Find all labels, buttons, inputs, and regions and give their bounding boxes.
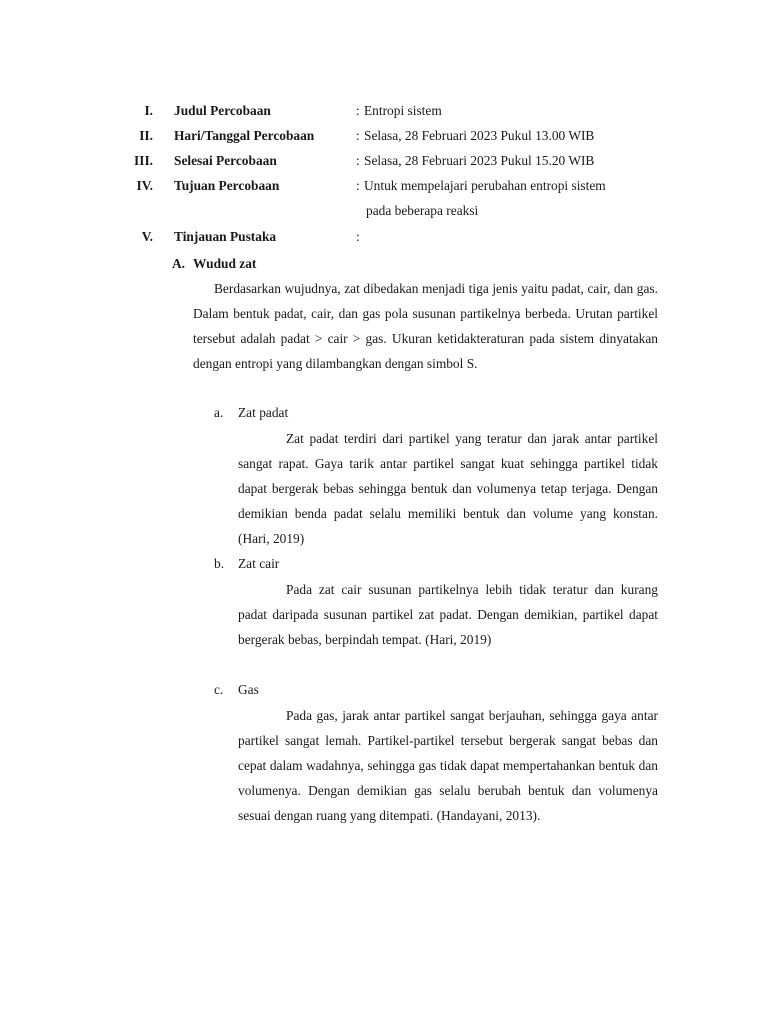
row-colon: : [356,103,360,118]
row-value: Selasa, 28 Februari 2023 Pukul 15.20 WIB [364,153,595,168]
item-title: Zat padat [238,405,289,420]
row-number: IV. [136,178,153,193]
row-label: Selesai Percobaan [174,153,277,168]
intro-paragraph: Berdasarkan wujudnya, zat dibedakan menjadi tiga jenis yaitu padat, cair, dan gas. Dalam bentuk padat, cair, dan gas pola susunan partikelnya berbeda. Urutan partikel tersebut adalah padat > cair > gas. Ukuran ketidakteraturan pada sistem dinyatakan dengan entropi yang dilambangkan dengan simbol S. [193,281,658,371]
item-paragraph: Pada zat cair susunan partikelnya lebih tidak teratur dan kurang padat daripada susunan partikel zat padat. Dengan demikian, partikel dapat bergerak bebas, berpindah tempat. (Hari, 2019) [238,582,658,647]
header-row-finish [0,151,768,171]
item-letter: a. [214,405,224,420]
row-value-continuation: pada beberapa reaksi [366,203,479,218]
row-label: Tinjauan Pustaka [174,229,277,244]
header-row-title [0,101,768,121]
row-value: Untuk mempelajari perubahan entropi sistem [364,178,606,193]
row-colon: : [356,178,360,193]
row-label: Judul Percobaan [174,103,271,118]
row-label: Tujuan Percobaan [174,178,280,193]
row-number: V. [141,229,153,244]
header-row-purpose-cont [0,201,768,221]
section-heading [172,254,256,274]
row-number: II. [139,128,153,143]
item-paragraph: Zat padat terdiri dari partikel yang teratur dan jarak antar partikel sangat rapat. Gaya tarik antar partikel sangat kuat sehingga partikel tidak dapat bergerak bebas sehingga bentuk dan volumenya tetap terjaga. Dengan demikian benda padat selalu memiliki bentuk dan volume yang konstan. (Hari, 2019) [238,431,658,546]
item-title: Zat cair [238,556,280,571]
row-colon: : [356,229,360,244]
header-row-date [0,126,768,146]
row-value: Entropi sistem [364,103,442,118]
item-letter: c. [214,682,224,697]
row-number: III. [134,153,153,168]
section-title: Wudud zat [193,256,257,271]
item-title: Gas [238,682,259,697]
row-colon: : [356,153,360,168]
row-colon: : [356,128,360,143]
header-row-review [0,227,768,247]
item-paragraph: Pada gas, jarak antar partikel sangat berjauhan, sehingga gaya antar partikel sangat lemah. Partikel-partikel tersebut bergerak sangat bebas dan cepat dalam wadahnya, sehingga gas tidak dapat mempertahankan bentuk dan volumenya. Dengan demikian gas selalu berubah bentuk dan volumenya sesuai dengan ruang yang ditempati. (Handayani, 2013). [238,708,658,823]
row-value: Selasa, 28 Februari 2023 Pukul 13.00 WIB [364,128,595,143]
row-number: I. [144,103,153,118]
header-row-purpose [0,176,768,196]
section-letter: A. [172,256,186,271]
row-label: Hari/Tanggal Percobaan [174,128,315,143]
item-letter: b. [214,556,225,571]
